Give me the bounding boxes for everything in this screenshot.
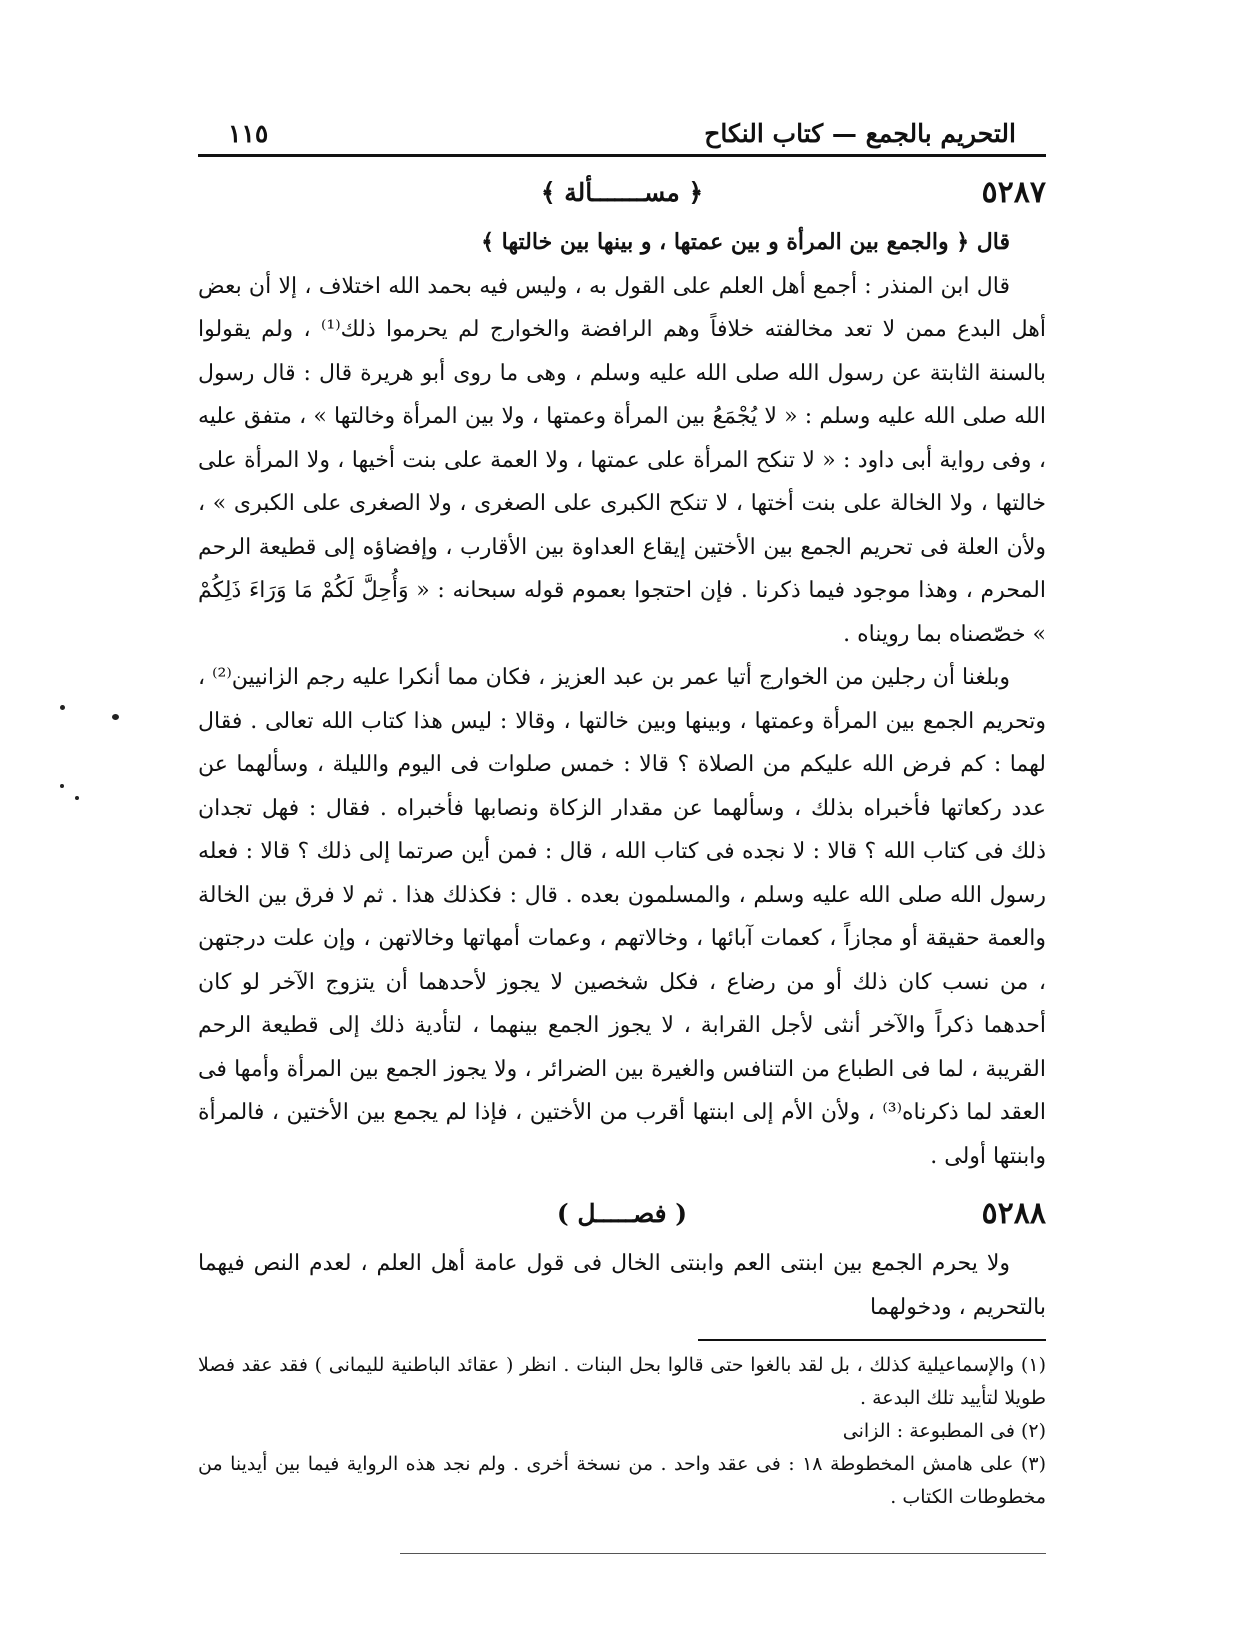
footnote-3: (٣) على هامش المخطوطة ١٨ : فى عقد واحد . من نسخة أخرى . ولم نجد هذه الرواية فيما بين أيدينا من مخطوطات الكتاب . bbox=[198, 1453, 1046, 1508]
fasl-paragraph: ولا يحرم الجمع بين ابنتى العم وابنتى الخال فى قول عامة أهل العلم ، لعدم النص فيهما بالتحريم ، ودخولهما bbox=[198, 1251, 1046, 1320]
masala-heading-row bbox=[198, 163, 1046, 221]
footnote-separator bbox=[698, 1339, 1046, 1341]
footnote-1: (١) والإسماعيلية كذلك ، بل لقد بالغوا حتى قالوا بحل البنات . انظر ( عقائد الباطنية لليمانى ) فقد عقد فصلا طويلا لتأييد تلك البدعة . bbox=[198, 1354, 1046, 1409]
scan-speck bbox=[112, 714, 119, 720]
masala-number: ٥٢٨٧ bbox=[981, 174, 1046, 210]
masala-paragraph-1: قال ابن المنذر : أجمع أهل العلم على القول به ، وليس فيه بحمد الله اختلاف ، إلا أن بعض أهل البدع ممن لا تعد مخالفته خلافاً وهم الرافضة والخوارج لم يحرموا ذلك⁽¹⁾ ، ولم يقولوا بالسنة الثابتة عن رسول الله صلى الله عليه وسلم ، وهى ما روى أبو هريرة قال : قال رسول الله صلى الله عليه وسلم : « لا يُجْمَعُ بين المرأة وعمتها ، ولا بين المرأة وخالتها » ، متفق عليه ، وفى رواية أبى داود : « لا تنكح المرأة على عمتها ، ولا العمة على بنت أخيها ، ولا المرأة على خالتها ، ولا الخالة على بنت أختها ، لا تنكح الكبرى على الصغرى ، ولا الصغرى على الكبرى » ، ولأن العلة فى تحريم الجمع بين الأختين إيقاع العداوة بين الأقارب ، وإفضاؤه إلى قطيعة الرحم المحرم ، وهذا موجود فيما ذكرنا . فإن احتجوا بعموم قوله سبحانه : « وَأُحِلَّ لَكُمْ مَا وَرَاءَ ذَلِكُمْ » خصّصناه بما رويناه . bbox=[198, 273, 1047, 647]
page-number: ١١٥ bbox=[228, 119, 269, 148]
scan-speck bbox=[60, 784, 64, 788]
footnote-2: (٢) فى المطبوعة : الزانى bbox=[842, 1420, 1046, 1442]
bottom-rule bbox=[400, 1553, 1046, 1554]
masala-paragraph-2: وبلغنا أن رجلين من الخوارج أتيا عمر بن عبد العزيز ، فكان مما أنكرا عليه رجم الزانيين⁽²⁾ ، وتحريم الجمع بين المرأة وعمتها ، وبينها وبين خالتها ، وقالا : ليس هذا كتاب الله تعالى . فقال لهما : كم فرض الله عليكم من الصلاة ؟ قالا : خمس صلوات فى اليوم والليلة ، وسألهما عن عدد ركعاتها فأخبراه بذلك ، وسألهما عن مقدار الزكاة ونصابها فأخبراه . فقال : فهل تجدان ذلك فى كتاب الله ؟ قالا : لا نجده فى كتاب الله ، قال : فمن أين صرتما إلى ذلك ؟ قالا : فعله رسول الله صلى الله عليه وسلم ، والمسلمون بعده . قال : فكذلك هذا . ثم لا فرق بين الخالة والعمة حقيقة أو مجازاً ، كعمات آبائها ، وخالاتهم ، وعمات أمهاتها وخالاتهن ، وإن علت درجتهن ، من نسب كان ذلك أو من رضاع ، فكل شخصين لا يجوز لأحدهما أن يتزوج الآخر لو كان أحدهما ذكراً والآخر أنثى لأجل القرابة ، لا يجوز الجمع بينهما ، لتأدية ذلك إلى قطيعة الرحم القريبة ، لما فى الطباع من التنافس والغيرة بين الضرائر ، ولا يجوز الجمع بين المرأة وأمها فى العقد لما ذكرناه⁽³⁾ ، ولأن الأم إلى ابنتها أقرب من الأختين ، فإذا لم يجمع بين الأختين ، فالمرأة وابنتها أولى . bbox=[198, 665, 1046, 1169]
scan-speck bbox=[75, 796, 79, 800]
fasl-heading: ( فصـــــل ) bbox=[556, 1198, 688, 1228]
scan-speck bbox=[60, 705, 65, 710]
masala-heading: ﴿ مســـــــألة ﴾ bbox=[540, 177, 704, 207]
masala-statement: قال ﴿ والجمع بين المرأة و بين عمتها ، و بينها بين خالتها ﴾ bbox=[481, 229, 1010, 255]
book-page bbox=[198, 96, 1046, 1514]
fasl-number: ٥٢٨٨ bbox=[981, 1195, 1046, 1231]
footnotes bbox=[198, 1349, 1046, 1514]
fasl-heading-row bbox=[198, 1184, 1046, 1242]
running-title: التحريم بالجمع — كتاب النكاح bbox=[704, 119, 1016, 148]
running-header bbox=[198, 96, 1046, 157]
